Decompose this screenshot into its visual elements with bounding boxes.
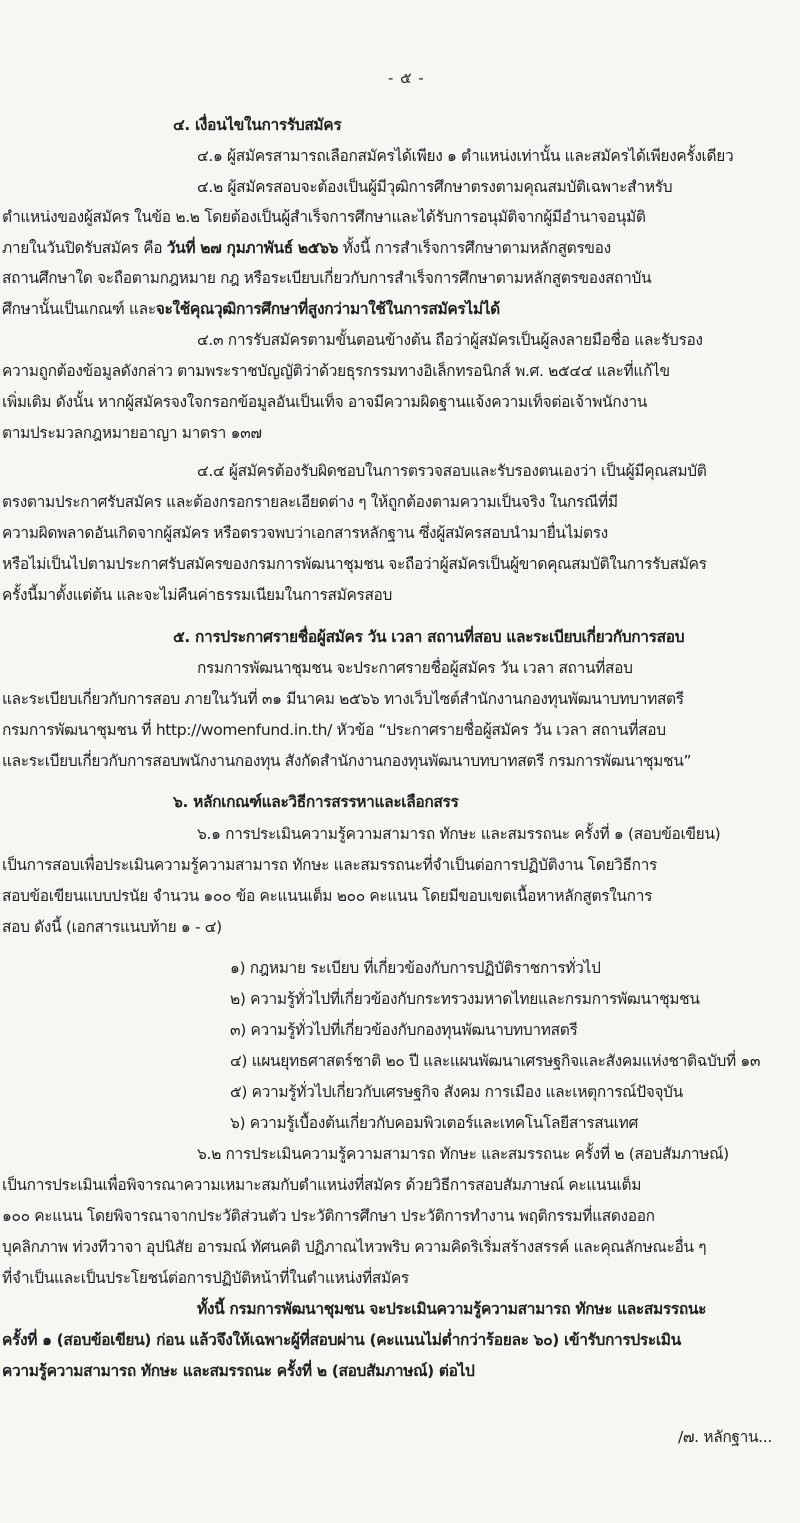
- exam-topic-item: [230, 1020, 577, 1040]
- text-segment: ภายในวันปิดรับสมัคร คือ: [2, 239, 167, 257]
- text-segment: ทั้งนี้ กรมการพัฒนาชุมชน จะประเมินความรู้ความสามารถ ทักษะ และสมรรถนะ: [197, 1300, 707, 1318]
- body-line: [2, 361, 670, 381]
- text-segment: สอบข้อเขียนแบบปรนัย จำนวน ๑๐๐ ข้อ คะแนนเต็ม ๒๐๐ คะแนน โดยมีขอบเขตเนื้อหาหลักสูตรในการ: [2, 887, 653, 905]
- body-line: [2, 886, 652, 906]
- section-4-heading: [173, 115, 341, 135]
- text-segment: ๔.๓ การรับสมัครตามขั้นตอนข้างต้น ถือว่าผู้สมัครเป็นผู้ลงลายมือชื่อ และรับรอง: [197, 331, 703, 349]
- text-segment: ๔.๑ ผู้สมัครสามารถเลือกสมัครได้เพียง ๑ ตำแหน่งเท่านั้น และสมัครได้เพียงครั้งเดียว: [197, 147, 734, 165]
- continuation-note: [678, 1427, 772, 1447]
- text-segment: ๕. การประกาศรายชื่อผู้สมัคร วัน เวลา สถานที่สอบ และระเบียบเกี่ยวกับการสอบ: [173, 628, 685, 646]
- closing-date: วันที่ ๒๗ กุมภาพันธ์ ๒๕๖๖: [166, 239, 339, 257]
- body-line: [2, 299, 500, 319]
- clause-4-4: [197, 461, 706, 481]
- text-segment: ตามประมวลกฎหมายอาญา มาตรา ๑๓๗: [2, 424, 262, 442]
- text-segment: และระเบียบเกี่ยวกับการสอบ ภายในวันที่ ๓๑ มีนาคม ๒๕๖๖ ทางเว็บไซต์สำนักงานกองทุนพัฒนาบทบาทสตรี: [2, 690, 684, 708]
- body-line: [2, 917, 222, 937]
- exam-topic-item: [230, 958, 600, 978]
- text-segment: ๔. เงื่อนไขในการรับสมัคร: [173, 116, 342, 134]
- summary-paragraph: [197, 1299, 706, 1319]
- text-segment: ครั้งนี้มาตั้งแต่ต้น และจะไม่คืนค่าธรรมเนียมในการสมัครสอบ: [2, 586, 393, 604]
- emphasis-text: จะใช้คุณวุฒิการศึกษาที่สูงกว่ามาใช้ในการสมัครไม่ได้: [155, 300, 500, 318]
- text-segment: ๔) แผนยุทธศาสตร์ชาติ ๒๐ ปี และแผนพัฒนาเศรษฐกิจและสังคมแห่งชาติฉบับที่ ๑๓: [230, 1052, 761, 1070]
- text-segment: ศึกษานั้นเป็นเกณฑ์ และ: [2, 300, 156, 318]
- text-segment: และระเบียบเกี่ยวกับการสอบพนักงานกองทุน สังกัดสำนักงานกองทุนพัฒนาบทบาทสตรี กรมการพัฒนาชุมชน”: [2, 752, 692, 770]
- text-segment: ความถูกต้องข้อมูลดังกล่าว ตามพระราชบัญญัติว่าด้วยธุรกรรมทางอิเล็กทรอนิกส์ พ.ศ. ๒๕๔๔ และที่แก้ไข: [2, 362, 670, 380]
- text-segment: ๑๐๐ คะแนน โดยพิจารณาจากประวัติส่วนตัว ประวัติการศึกษา ประวัติการทำงาน พฤติกรรมที่แสดงออก: [2, 1207, 655, 1225]
- clause-4-3: [197, 330, 703, 350]
- body-line: [2, 855, 657, 875]
- clause-6-1: [197, 824, 720, 844]
- text-segment: เพิ่มเติม ดังนั้น หากผู้สมัครจงใจกรอกข้อมูลอันเป็นเท็จ อาจมีความผิดฐานแจ้งความเท็จต่อเจ้าพนักงาน: [2, 393, 648, 411]
- text-segment: ความผิดพลาดอันเกิดจากผู้สมัคร หรือตรวจพบว่าเอกสารหลักฐาน ซึ่งผู้สมัครสอบนำมายื่นไม่ตรง: [2, 524, 608, 542]
- body-line: [2, 751, 691, 771]
- text-segment: กรมการพัฒนาชุมชน ที่ http://womenfund.in.th/ หัวข้อ “ประกาศรายชื่อผู้สมัคร วัน เวลา สถานที่สอบ: [2, 721, 666, 739]
- body-line: [2, 689, 684, 709]
- text-segment: สถานศึกษาใด จะถือตามกฎหมาย กฎ หรือระเบียบเกี่ยวกับการสำเร็จการศึกษาตามหลักสูตรของสถาบัน: [2, 269, 652, 287]
- text-segment: ตำแหน่งของผู้สมัคร ในข้อ ๒.๒ โดยต้องเป็นผู้สำเร็จการศึกษาและได้รับการอนุมัติจากผู้มีอำนาจอนุมัติ: [2, 208, 646, 226]
- body-line: [2, 1361, 475, 1381]
- body-line: [2, 523, 608, 543]
- clause-4-2: [197, 177, 672, 197]
- exam-topic-item: [230, 1082, 683, 1102]
- text-segment: ๖) ความรู้เบื้องต้นเกี่ยวกับคอมพิวเตอร์และเทคโนโลยีสารสนเทศ: [230, 1114, 638, 1132]
- body-line: [2, 585, 392, 605]
- body-line: [2, 720, 666, 740]
- exam-topic-item: [230, 989, 700, 1009]
- text-segment: ๒) ความรู้ทั่วไปที่เกี่ยวข้องกับกระทรวงมหาดไทยและกรมการพัฒนาชุมชน: [230, 990, 700, 1008]
- clause-4-1: [197, 146, 733, 166]
- text-segment: ที่จำเป็นและเป็นประโยชน์ต่อการปฏิบัติหน้าที่ในตำแหน่งที่สมัคร: [2, 1269, 409, 1287]
- body-line: [2, 1175, 641, 1195]
- body-line: [2, 268, 651, 288]
- body-line: [2, 492, 618, 512]
- exam-topic-item: [230, 1113, 638, 1133]
- text-segment: สอบ ดังนี้ (เอกสารแนบท้าย ๑ - ๔): [2, 918, 222, 936]
- body-line: [2, 1237, 706, 1257]
- text-segment: ๖.๒ การประเมินความรู้ความสามารถ ทักษะ และสมรรถนะ ครั้งที่ ๒ (สอบสัมภาษณ์): [197, 1145, 729, 1163]
- exam-topic-item: [230, 1051, 760, 1071]
- text-segment: ทั้งนี้ การสำเร็จการศึกษาตามหลักสูตรของ: [338, 239, 611, 257]
- text-segment: ๔.๔ ผู้สมัครต้องรับผิดชอบในการตรวจสอบและรับรองตนเองว่า เป็นผู้มีคุณสมบัติ: [197, 462, 707, 480]
- body-line: [2, 207, 646, 227]
- body-line: [2, 1268, 409, 1288]
- text-segment: /๗. หลักฐาน...: [678, 1428, 772, 1446]
- body-line: [2, 1206, 655, 1226]
- text-segment: ครั้งที่ ๑ (สอบข้อเขียน) ก่อน แล้วจึงให้เฉพาะผู้ที่สอบผ่าน (คะแนนไม่ต่ำกว่าร้อยละ ๖๐) เข้ารับการประเมิน: [2, 1331, 681, 1349]
- text-segment: ๑) กฎหมาย ระเบียบ ที่เกี่ยวข้องกับการปฏิบัติราชการทั่วไป: [230, 959, 601, 977]
- body-line: [2, 238, 611, 258]
- text-segment: ตรงตามประกาศรับสมัคร และต้องกรอกรายละเอียดต่าง ๆ ให้ถูกต้องตามความเป็นจริง ในกรณีที่มี: [2, 493, 618, 511]
- body-line: [2, 1330, 681, 1350]
- text-segment: ความรู้ความสามารถ ทักษะ และสมรรถนะ ครั้งที่ ๒ (สอบสัมภาษณ์) ต่อไป: [2, 1362, 475, 1380]
- text-segment: เป็นการสอบเพื่อประเมินความรู้ความสามารถ ทักษะ และสมรรถนะที่จำเป็นต่อการปฏิบัติงาน โดยวิธีการ: [2, 856, 658, 874]
- section-5-intro: [197, 658, 633, 678]
- body-line: [2, 392, 647, 412]
- section-5-heading: [173, 627, 684, 647]
- text-segment: ๓) ความรู้ทั่วไปที่เกี่ยวข้องกับกองทุนพัฒนาบทบาทสตรี: [230, 1021, 578, 1039]
- text-segment: ๕) ความรู้ทั่วไปเกี่ยวกับเศรษฐกิจ สังคม การเมือง และเหตุการณ์ปัจจุบัน: [230, 1083, 683, 1101]
- text-segment: กรมการพัฒนาชุมชน จะประกาศรายชื่อผู้สมัคร วัน เวลา สถานที่สอบ: [197, 659, 633, 677]
- page-number: - ๕ -: [388, 69, 425, 87]
- clause-6-2: [197, 1144, 729, 1164]
- text-segment: ๖.๑ การประเมินความรู้ความสามารถ ทักษะ และสมรรถนะ ครั้งที่ ๑ (สอบข้อเขียน): [197, 825, 721, 843]
- text-segment: ๖. หลักเกณฑ์และวิธีการสรรหาและเลือกสรร: [173, 793, 459, 811]
- body-line: [2, 423, 262, 443]
- text-segment: บุคลิกภาพ ท่วงทีวาจา อุปนิสัย อารมณ์ ทัศนคติ ปฏิภาณไหวพริบ ความคิดริเริ่มสร้างสรรค์ และคุณลักษณะอื่น ๆ: [2, 1238, 707, 1256]
- section-6-heading: [173, 792, 458, 812]
- text-segment: หรือไม่เป็นไปตามประกาศรับสมัครของกรมการพัฒนาชุมชน จะถือว่าผู้สมัครเป็นผู้ขาดคุณสมบัติในการรับสมัคร: [2, 555, 707, 573]
- text-segment: เป็นการประเมินเพื่อพิจารณาความเหมาะสมกับตำแหน่งที่สมัคร ด้วยวิธีการสอบสัมภาษณ์ คะแนนเต็ม: [2, 1176, 642, 1194]
- body-line: [2, 554, 707, 574]
- text-segment: ๔.๒ ผู้สมัครสอบจะต้องเป็นผู้มีวุฒิการศึกษาตรงตามคุณสมบัติเฉพาะสำหรับ: [197, 178, 673, 196]
